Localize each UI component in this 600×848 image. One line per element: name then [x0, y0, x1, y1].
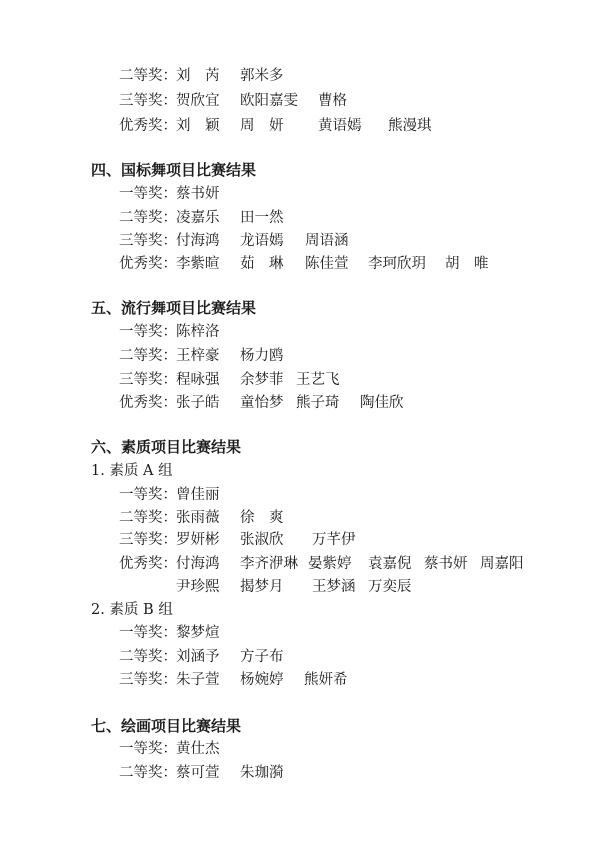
winner-name: 蔡书妍 — [176, 186, 220, 202]
winner-name: 熊子琦 — [296, 395, 340, 411]
award-label: 二等奖： — [119, 765, 177, 781]
winner-name: 王梦涵 — [312, 579, 356, 595]
award-label: 二等奖： — [119, 210, 177, 226]
award-label: 一等奖： — [119, 741, 177, 757]
winner-name: 刘涵予 — [176, 649, 220, 665]
winner-name: 张淑欣 — [240, 532, 284, 548]
winner-name: 程咏强 — [176, 372, 220, 388]
winner-name: 揭梦月 — [240, 579, 284, 595]
winner-name: 杨婉婷 — [240, 672, 284, 688]
winner-name: 袁嘉倪 — [368, 556, 412, 572]
winner-name: 李齐洢琳 — [240, 556, 298, 572]
winner-name: 黎梦煊 — [176, 625, 220, 641]
award-label: 三等奖： — [119, 372, 177, 388]
section-heading: 四、国标舞项目比赛结果 — [91, 161, 257, 179]
award-label: 三等奖： — [119, 93, 177, 109]
winner-name: 王梓豪 — [176, 348, 220, 364]
winner-name: 陶佳欣 — [360, 395, 404, 411]
winner-name: 杨力鸥 — [240, 348, 284, 364]
winner-name: 熊漫琪 — [388, 118, 432, 134]
winner-name: 欧阳嘉雯 — [240, 93, 298, 109]
winner-name: 余梦菲 — [240, 372, 284, 388]
winner-name: 李珂欣玥 — [368, 256, 426, 272]
section-heading: 五、流行舞项目比赛结果 — [91, 299, 257, 317]
winner-name: 刘 芮 — [176, 68, 220, 84]
award-label: 三等奖： — [119, 233, 177, 249]
winner-name: 陈佳萱 — [305, 256, 349, 272]
group-title: 1. 素质 A 组 — [91, 463, 173, 479]
winner-name: 罗妍彬 — [176, 532, 220, 548]
winner-name: 徐 爽 — [240, 510, 284, 526]
award-label: 一等奖： — [119, 487, 177, 503]
winner-name: 凌嘉乐 — [176, 210, 220, 226]
winner-name: 黄语嫣 — [318, 118, 362, 134]
winner-name: 蔡可萱 — [176, 765, 220, 781]
winner-name: 方子布 — [240, 649, 284, 665]
winner-name: 付海鸿 — [176, 233, 220, 249]
award-label: 一等奖： — [119, 324, 177, 340]
winner-name: 周语涵 — [305, 233, 349, 249]
award-label: 优秀奖： — [119, 118, 177, 134]
winner-name: 田一然 — [240, 210, 284, 226]
winner-name: 付海鸿 — [176, 556, 220, 572]
award-label: 二等奖： — [119, 510, 177, 526]
winner-name: 郭米多 — [240, 68, 284, 84]
winner-name: 曾佳丽 — [176, 487, 220, 503]
winner-name: 熊妍希 — [304, 672, 348, 688]
winner-name: 刘 颖 — [176, 118, 220, 134]
group-title: 2. 素质 B 组 — [91, 602, 173, 618]
winner-name: 朱子萱 — [176, 672, 220, 688]
section-heading: 六、素质项目比赛结果 — [91, 438, 242, 456]
winner-name: 万芊伊 — [312, 532, 356, 548]
winner-name: 万奕辰 — [368, 579, 412, 595]
award-label: 三等奖： — [119, 672, 177, 688]
winner-name: 晏紫婷 — [308, 556, 352, 572]
winner-name: 蔡书妍 — [424, 556, 468, 572]
winner-name: 胡 唯 — [445, 256, 489, 272]
winner-name: 尹珍熙 — [176, 579, 220, 595]
winner-name: 龙语嫣 — [240, 233, 284, 249]
winner-name: 陈梓洛 — [176, 324, 220, 340]
winner-name: 朱珈漪 — [240, 765, 284, 781]
award-label: 二等奖： — [119, 348, 177, 364]
section-heading: 七、绘画项目比赛结果 — [91, 717, 242, 735]
award-label: 优秀奖： — [119, 556, 177, 572]
winner-name: 周嘉阳 — [480, 556, 524, 572]
winner-name: 张子皓 — [176, 395, 220, 411]
winner-name: 周 妍 — [240, 118, 284, 134]
award-label: 一等奖： — [119, 186, 177, 202]
award-label: 二等奖： — [119, 68, 177, 84]
award-label: 一等奖： — [119, 625, 177, 641]
winner-name: 张雨薇 — [176, 510, 220, 526]
winner-name: 黄仕杰 — [176, 741, 220, 757]
award-label: 优秀奖： — [119, 256, 177, 272]
winner-name: 童怡梦 — [240, 395, 284, 411]
award-label: 优秀奖： — [119, 395, 177, 411]
winner-name: 李紫暄 — [176, 256, 220, 272]
winner-name: 曹格 — [318, 93, 347, 109]
award-label: 二等奖： — [119, 649, 177, 665]
award-label: 三等奖： — [119, 532, 177, 548]
winner-name: 茹 琳 — [240, 256, 284, 272]
winner-name: 王艺飞 — [296, 372, 340, 388]
winner-name: 贺欣宜 — [176, 93, 220, 109]
